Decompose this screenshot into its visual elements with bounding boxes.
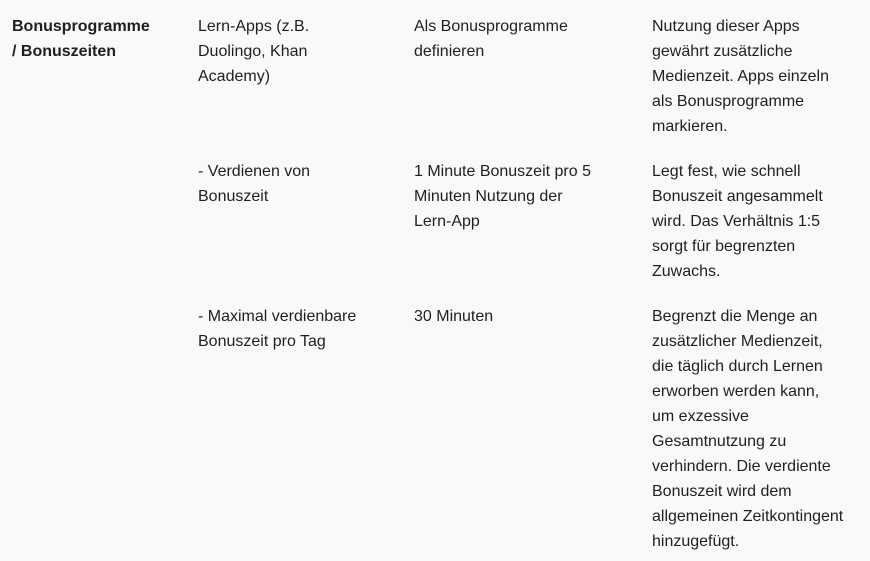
category-label: Bonusprogramme / Bonuszeiten [12,18,150,60]
explanation-max-bonus: Begrenzt die Menge an zusätzlicher Medienzeit, die täglich durch Lernen erworben werden kann, um exzessive Gesamtnutzung zu verhindern. Die verdiente Bonuszeit wird dem allgemeinen Zeitkontingent hinzugefügt. [652,308,844,550]
setting-earn-bonus: - Verdienen von Bonuszeit [198,163,311,205]
value-learning-apps: Als Bonusprogramme definieren [414,18,568,60]
explanation-earn-bonus: Legt fest, wie schnell Bonuszeit angesammelt wird. Das Verhältnis 1:5 sorgt für begrenzten Zuwachs. [652,163,823,280]
value-earn-bonus: 1 Minute Bonuszeit pro 5 Minuten Nutzung der Lern-App [414,163,591,230]
explanation-learning-apps: Nutzung dieser Apps gewährt zusätzliche Medienzeit. Apps einzeln als Bonusprogramme markieren. [652,18,829,135]
value-max-bonus: 30 Minuten [414,308,494,325]
setting-learning-apps: Lern-Apps (z.B. Duolingo, Khan Academy) [198,18,310,85]
setting-max-bonus: - Maximal verdienbare Bonuszeit pro Tag [198,308,357,350]
